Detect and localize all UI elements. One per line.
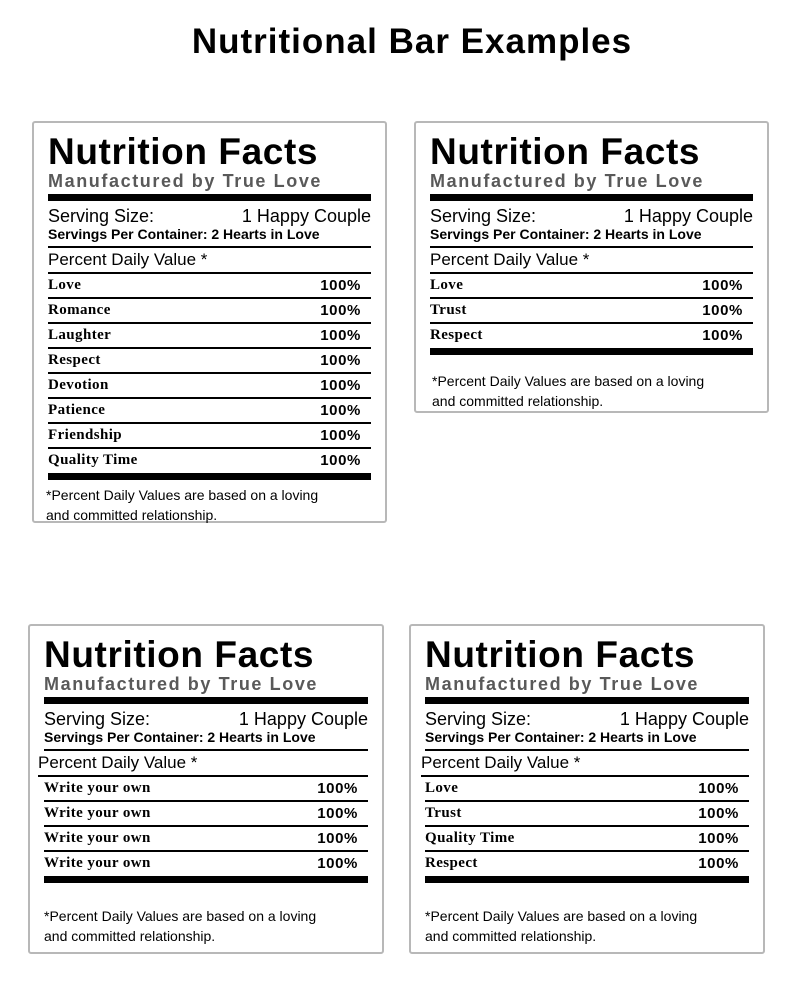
footnote-line: and committed relationship.: [46, 507, 218, 523]
nutrient-row: [430, 324, 753, 347]
serving-size-row: [430, 206, 753, 226]
nutrient-row: [48, 449, 371, 472]
nutrient-name: Devotion: [48, 377, 109, 393]
percent-daily-value-heading: Percent Daily Value *: [430, 248, 753, 274]
thick-divider: [425, 876, 749, 883]
manufacturer-subtitle: Manufactured by True Love: [430, 171, 705, 191]
thick-divider: [48, 194, 371, 201]
nutrient-row: [430, 299, 753, 324]
serving-size-value: 1 Happy Couple: [241, 206, 371, 226]
nutrient-name: Quality Time: [48, 452, 138, 468]
nutrient-name: Friendship: [48, 427, 123, 443]
footnote-line: and committed relationship.: [425, 928, 597, 944]
nutrient-name: Love: [430, 277, 464, 293]
footnote: [430, 371, 704, 411]
nutrient-name: Respect: [430, 327, 483, 343]
nutrient-value: 100%: [320, 377, 361, 394]
footnote: [42, 906, 316, 946]
nutrient-name: Write your own: [44, 780, 151, 796]
nutrition-label-4: [409, 624, 765, 954]
nutrient-row: [48, 349, 371, 374]
nutrient-value: 100%: [698, 855, 739, 872]
nutrient-value: 100%: [320, 327, 361, 344]
nutrient-name: Laughter: [48, 327, 112, 343]
nutrient-name: Patience: [48, 402, 106, 418]
nutrient-value: 100%: [698, 780, 739, 797]
nutrition-facts-title: Nutrition Facts: [430, 131, 701, 172]
footnote-line: *Percent Daily Values are based on a loving: [44, 908, 317, 924]
nutrient-row: [425, 777, 749, 802]
nutrient-row: [44, 777, 368, 802]
nutrient-value: 100%: [317, 780, 358, 797]
nutrient-name: Quality Time: [425, 830, 515, 846]
manufacturer-subtitle: Manufactured by True Love: [425, 674, 700, 694]
nutrient-value: 100%: [698, 805, 739, 822]
footnote-line: and committed relationship.: [432, 393, 604, 409]
nutrient-name: Trust: [425, 805, 462, 821]
percent-daily-value-heading: Percent Daily Value *: [421, 751, 749, 777]
nutrient-value: 100%: [320, 402, 361, 419]
nutrition-facts-title: Nutrition Facts: [44, 634, 315, 675]
footnote-line: and committed relationship.: [44, 928, 216, 944]
serving-size-label: Serving Size:: [430, 206, 537, 226]
servings-per-container: Servings Per Container: 2 Hearts in Love: [48, 226, 371, 248]
nutrient-row: [425, 802, 749, 827]
nutrient-row: [48, 324, 371, 349]
serving-size-row: [48, 206, 371, 226]
nutrient-value: 100%: [320, 427, 361, 444]
nutrient-row: [44, 827, 368, 852]
manufacturer-subtitle: Manufactured by True Love: [44, 674, 319, 694]
nutrient-name: Respect: [48, 352, 101, 368]
footnote-line: *Percent Daily Values are based on a loving: [432, 373, 705, 389]
serving-size-row: [425, 709, 749, 729]
nutrient-row: [48, 424, 371, 449]
nutrient-value: 100%: [317, 830, 358, 847]
thick-divider: [44, 876, 368, 883]
nutrition-label-1: [32, 121, 387, 523]
thick-divider: [44, 697, 368, 704]
nutrient-value: 100%: [320, 352, 361, 369]
percent-daily-value-heading: Percent Daily Value *: [38, 751, 368, 777]
nutrient-row: [48, 374, 371, 399]
thick-divider: [425, 697, 749, 704]
nutrient-value: 100%: [702, 302, 743, 319]
nutrient-name: Trust: [430, 302, 467, 318]
nutrient-value: 100%: [702, 277, 743, 294]
nutrient-name: Romance: [48, 302, 111, 318]
serving-size-value: 1 Happy Couple: [238, 709, 368, 729]
nutrient-value: 100%: [320, 277, 361, 294]
nutrient-name: Write your own: [44, 855, 151, 871]
footnote-line: *Percent Daily Values are based on a loving: [425, 908, 698, 924]
thick-divider: [430, 348, 753, 355]
nutrient-value: 100%: [317, 805, 358, 822]
nutrient-value: 100%: [320, 452, 361, 469]
nutrient-value: 100%: [698, 830, 739, 847]
nutrient-row: [48, 299, 371, 324]
nutrient-name: Write your own: [44, 805, 151, 821]
thick-divider: [430, 194, 753, 201]
nutrient-name: Respect: [425, 855, 478, 871]
serving-size-value: 1 Happy Couple: [623, 206, 753, 226]
nutrition-facts-title: Nutrition Facts: [48, 131, 319, 172]
nutrient-row: [430, 274, 753, 299]
footnote: [44, 485, 318, 525]
nutrient-value: 100%: [320, 302, 361, 319]
nutrient-row: [48, 274, 371, 299]
thick-divider: [48, 473, 371, 480]
nutrient-row: [44, 802, 368, 827]
serving-size-label: Serving Size:: [48, 206, 155, 226]
serving-size-row: [44, 709, 368, 729]
footnote-line: *Percent Daily Values are based on a loving: [46, 487, 319, 503]
manufacturer-subtitle: Manufactured by True Love: [48, 171, 323, 191]
nutrient-name: Love: [425, 780, 459, 796]
nutrient-name: Love: [48, 277, 82, 293]
footnote: [423, 906, 697, 946]
servings-per-container: Servings Per Container: 2 Hearts in Love: [430, 226, 753, 248]
nutrient-row: [44, 852, 368, 875]
nutrient-name: Write your own: [44, 830, 151, 846]
serving-size-label: Serving Size:: [425, 709, 532, 729]
nutrient-row: [48, 399, 371, 424]
serving-size-label: Serving Size:: [44, 709, 151, 729]
nutrition-label-2: [414, 121, 769, 413]
nutrient-value: 100%: [317, 855, 358, 872]
nutrient-value: 100%: [702, 327, 743, 344]
nutrient-row: [425, 852, 749, 875]
nutrition-label-3: [28, 624, 384, 954]
servings-per-container: Servings Per Container: 2 Hearts in Love: [425, 729, 749, 751]
page-title: Nutritional Bar Examples: [191, 22, 633, 61]
nutrient-row: [425, 827, 749, 852]
percent-daily-value-heading: Percent Daily Value *: [48, 248, 371, 274]
serving-size-value: 1 Happy Couple: [619, 709, 749, 729]
servings-per-container: Servings Per Container: 2 Hearts in Love: [44, 729, 368, 751]
nutrition-facts-title: Nutrition Facts: [425, 634, 696, 675]
